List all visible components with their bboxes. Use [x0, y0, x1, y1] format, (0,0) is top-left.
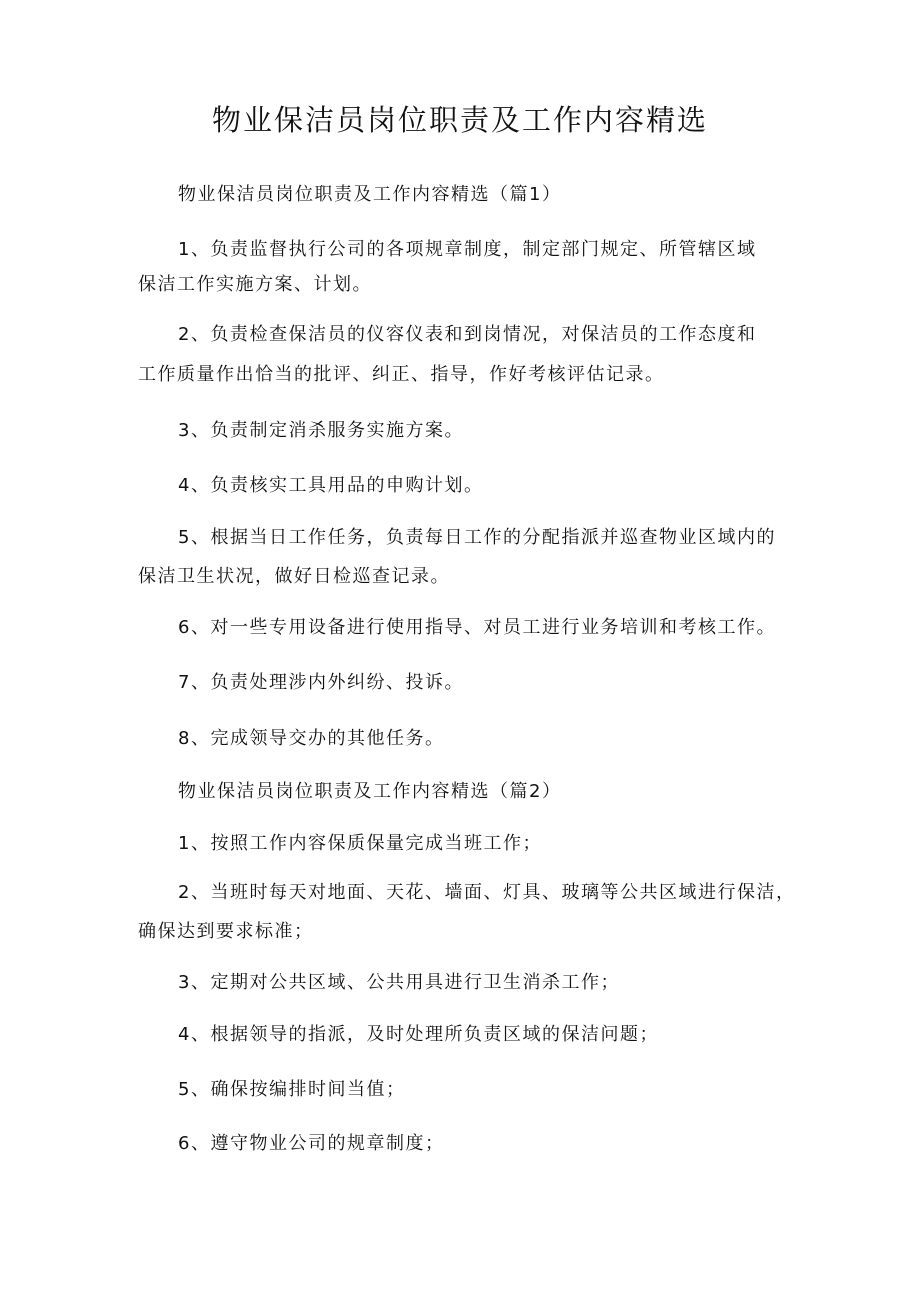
- list-item-continuation: 保洁工作实施方案、计划。: [138, 274, 372, 295]
- list-item: 4、负责核实工具用品的申购计划。: [178, 475, 484, 496]
- document-title: 物业保洁员岗位职责及工作内容精选: [211, 103, 708, 137]
- list-item-continuation: 确保达到要求标准；: [138, 921, 314, 942]
- list-item: 1、负责监督执行公司的各项规章制度，制定部门规定、所管辖区域: [178, 239, 757, 260]
- list-item: 1、按照工作内容保质保量完成当班工作；: [178, 833, 542, 854]
- list-item: 6、对一些专用设备进行使用指导、对员工进行业务培训和考核工作。: [178, 617, 776, 638]
- list-item: 7、负责处理涉内外纠纷、投诉。: [178, 672, 464, 693]
- list-item: 5、确保按编排时间当值；: [178, 1079, 406, 1100]
- list-item: 8、完成领导交办的其他任务。: [178, 728, 445, 749]
- list-item: 6、遵守物业公司的规章制度；: [178, 1133, 445, 1154]
- list-item-continuation: 工作质量作出恰当的批评、纠正、指导，作好考核评估记录。: [138, 364, 665, 385]
- list-item-continuation: 保洁卫生状况，做好日检巡查记录。: [138, 566, 450, 587]
- list-item: 4、根据领导的指派，及时处理所负责区域的保洁问题；: [178, 1024, 659, 1045]
- section-heading: 物业保洁员岗位职责及工作内容精选（篇1）: [178, 184, 562, 205]
- list-item: 3、定期对公共区域、公共用具进行卫生消杀工作；: [178, 972, 620, 993]
- list-item: 2、当班时每天对地面、天花、墙面、灯具、玻璃等公共区域进行保洁，: [178, 882, 796, 903]
- list-item: 5、根据当日工作任务，负责每日工作的分配指派并巡查物业区域内的: [178, 527, 776, 548]
- section-heading: 物业保洁员岗位职责及工作内容精选（篇2）: [178, 781, 562, 802]
- list-item: 2、负责检查保洁员的仪容仪表和到岗情况，对保洁员的工作态度和: [178, 324, 757, 345]
- list-item: 3、负责制定消杀服务实施方案。: [178, 420, 464, 441]
